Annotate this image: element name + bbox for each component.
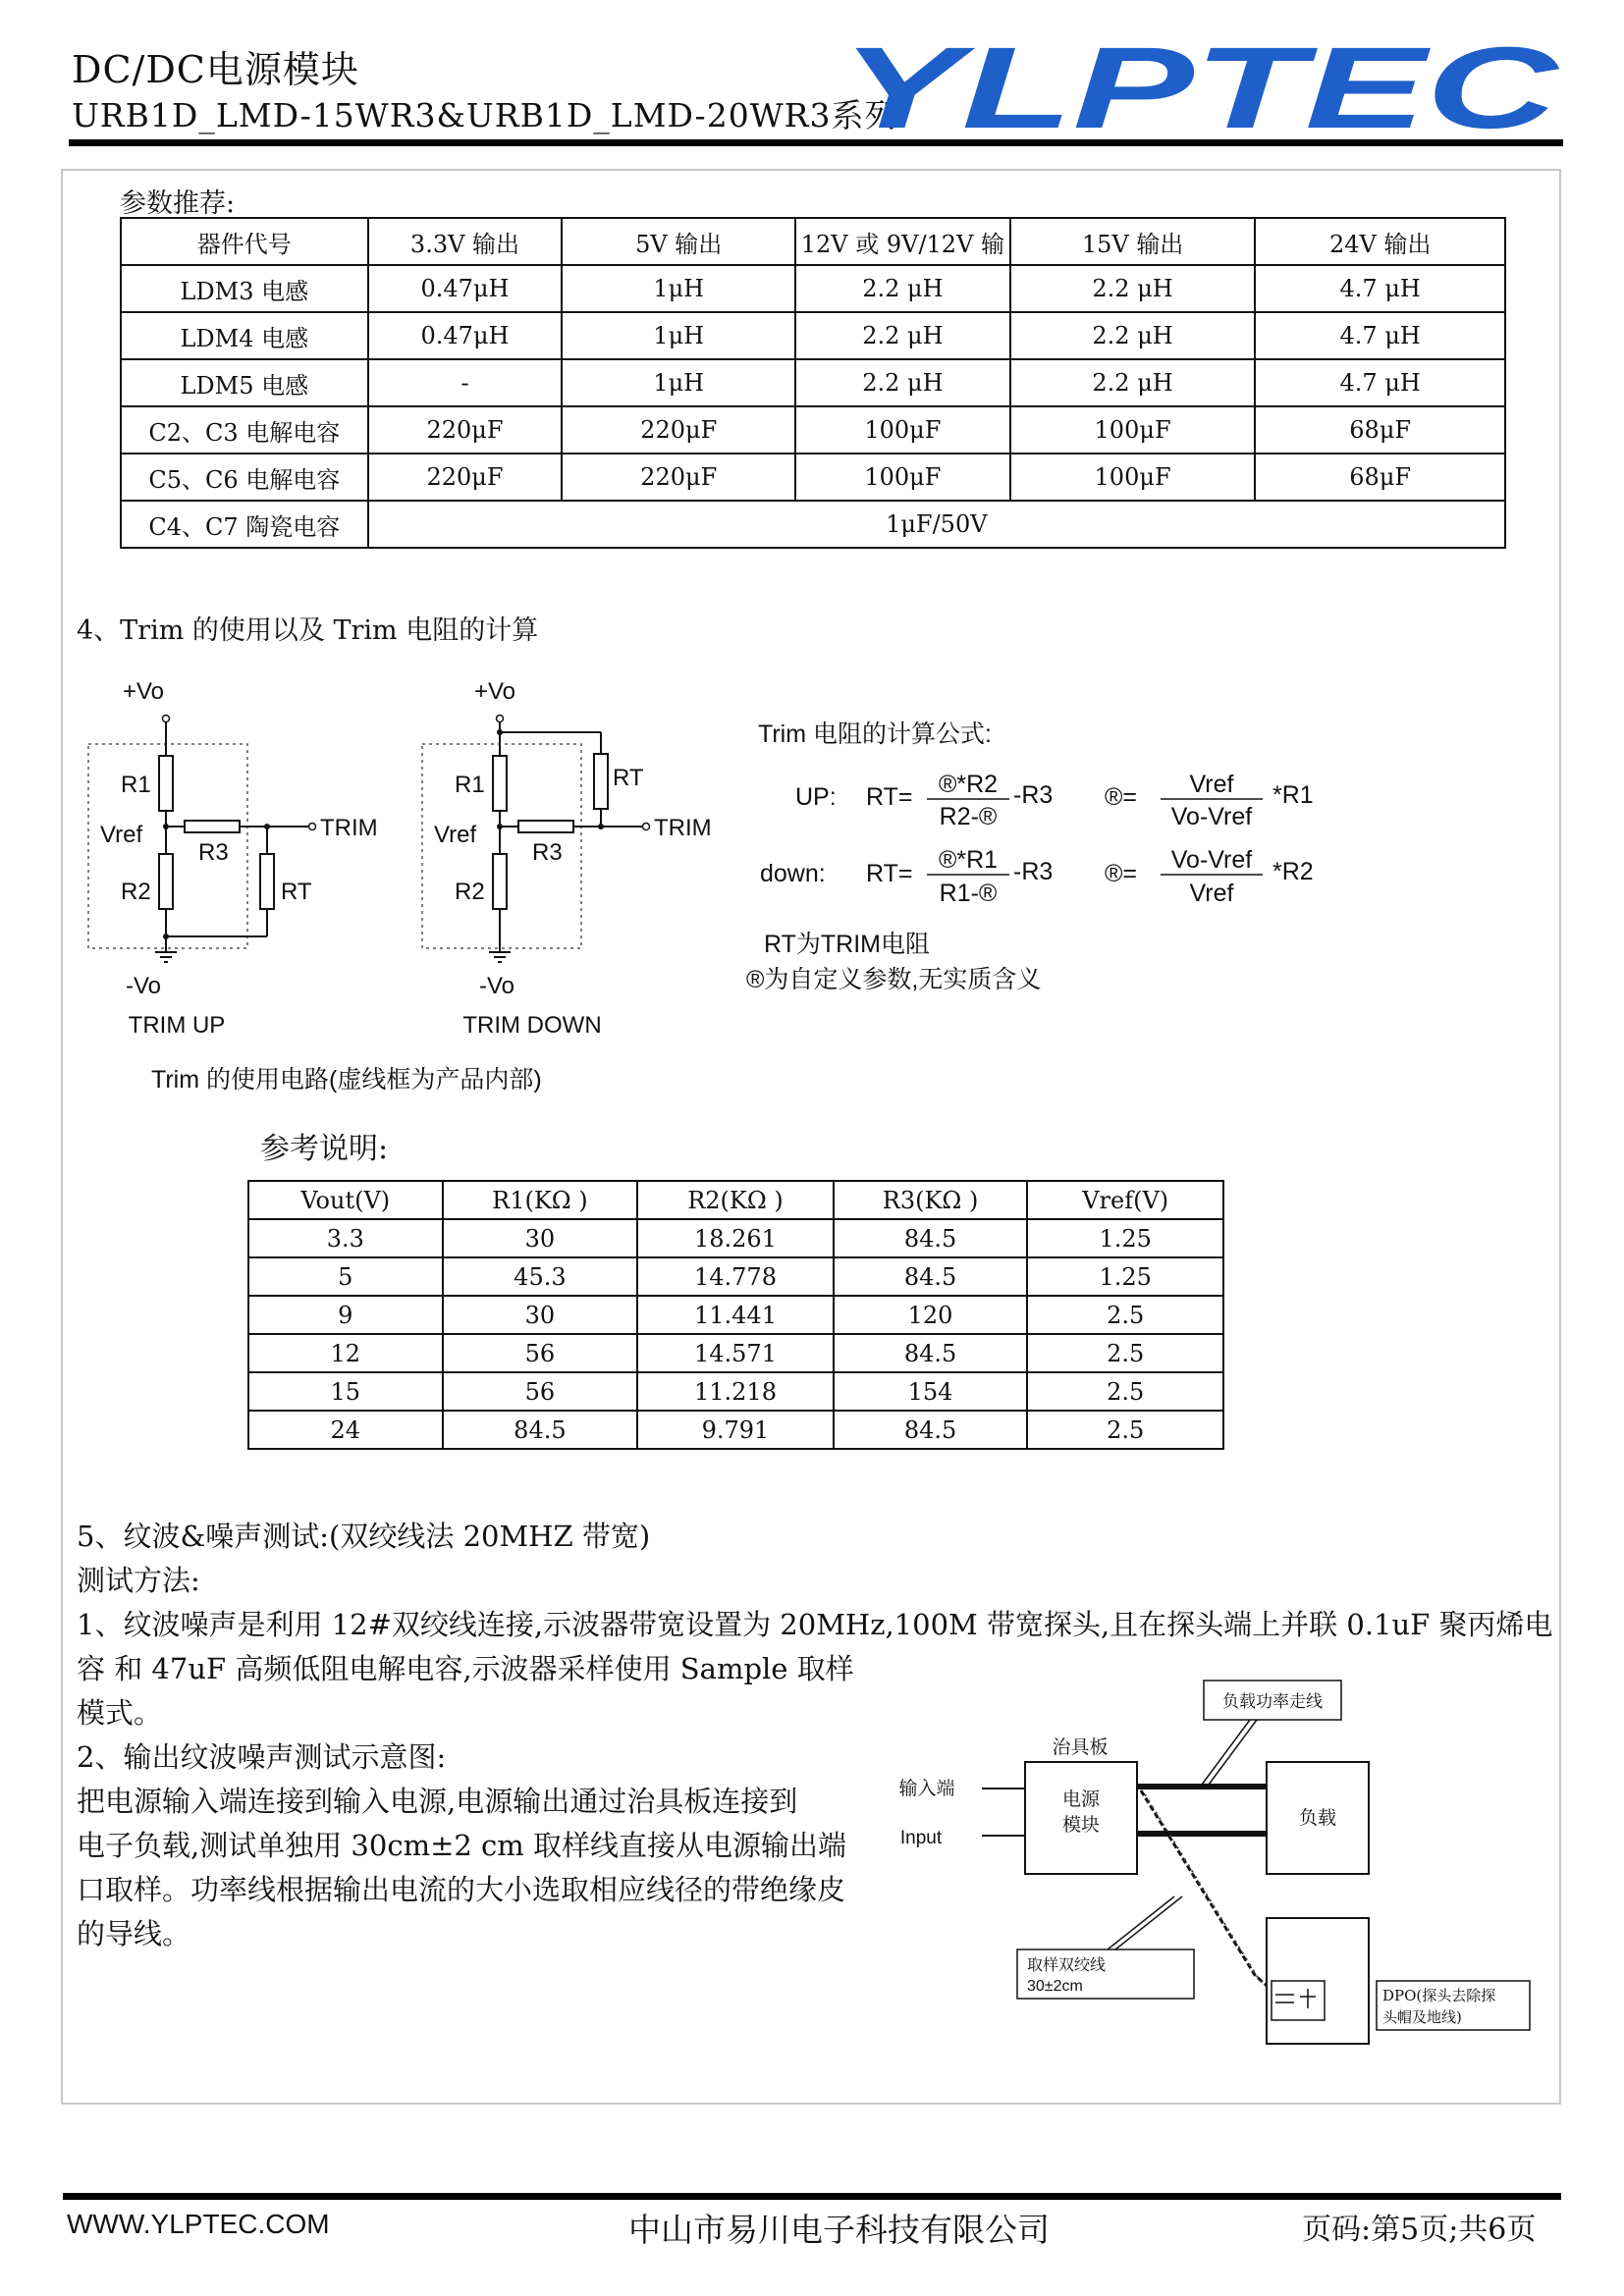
svg-text:®=: ®=: [1105, 783, 1138, 811]
params-cell: 2.2 μH: [1010, 359, 1256, 406]
para1-line2: 容 和 47uF 高频低阻电解电容,示波器采样使用 Sample 取样: [77, 1652, 854, 1685]
params-header-cell: 器件代号: [121, 218, 368, 265]
params-cell: C5、C6 电解电容: [121, 454, 368, 501]
ref-cell: 12: [248, 1334, 443, 1372]
params-cell: 100μF: [795, 406, 1010, 454]
doc-title: DC/DC电源模块: [72, 48, 359, 91]
svg-text:TRIM UP: TRIM UP: [128, 1012, 226, 1039]
svg-text:®*R1: ®*R1: [938, 846, 999, 874]
ref-header-cell: R1(KΩ ): [443, 1181, 638, 1219]
ref-row: [248, 1296, 1223, 1334]
svg-text:-Vo: -Vo: [478, 973, 515, 999]
ref-cell: 30: [443, 1219, 638, 1257]
ref-cell: 84.5: [834, 1257, 1028, 1296]
params-cell: 220μF: [368, 406, 563, 454]
footer-company: 中山市易川电子科技有限公司: [628, 2211, 1050, 2249]
ref-header-row: [248, 1181, 1223, 1219]
svg-text:UP:: UP:: [795, 783, 837, 811]
ref-cell: 18.261: [637, 1219, 834, 1257]
svg-text:R3: R3: [532, 839, 563, 866]
ref-cell: 2.5: [1027, 1296, 1223, 1334]
footer-website[interactable]: WWW.YLPTEC.COM: [67, 2209, 330, 2239]
ref-header-cell: R3(KΩ ): [834, 1181, 1028, 1219]
params-cell: LDM5 电感: [121, 359, 368, 406]
section4-heading: 4、Trim 的使用以及 Trim 电阻的计算: [77, 615, 539, 646]
svg-text:TRIM DOWN: TRIM DOWN: [462, 1012, 602, 1039]
params-row: [121, 454, 1505, 501]
svg-text:输入端: 输入端: [898, 1778, 955, 1799]
doc-subtitle: URB1D_LMD-15WR3&URB1D_LMD-20WR3系列: [72, 96, 898, 134]
params-header-cell: 3.3V 输出: [368, 218, 563, 265]
svg-text:负载: 负载: [1298, 1807, 1337, 1829]
ref-cell: 2.5: [1027, 1411, 1223, 1449]
ref-cell: 9: [248, 1296, 443, 1334]
svg-text:头帽及地线): 头帽及地线): [1382, 2008, 1462, 2026]
trim-up-circuit: [77, 667, 410, 1050]
svg-text:RT为TRIM电阻: RT为TRIM电阻: [764, 931, 930, 958]
params-cell: LDM4 电感: [121, 312, 368, 359]
company-logo: [837, 39, 1561, 133]
para1-line3: 模式。: [77, 1696, 163, 1730]
svg-text:®为自定义参数,无实质含义: ®为自定义参数,无实质含义: [746, 966, 1042, 993]
svg-text:Trim 电阻的计算公式:: Trim 电阻的计算公式:: [758, 721, 992, 748]
params-row: [121, 406, 1505, 454]
ref-cell: 14.571: [637, 1334, 834, 1372]
svg-text:-Vo: -Vo: [125, 973, 162, 999]
para1-line1: 1、纹波噪声是利用 12#双绞线连接,示波器带宽设置为 20MHz,100M 带宽探头,且在探头端上并联 0.1uF 聚丙烯电: [77, 1608, 1553, 1641]
params-cell: 4.7 μH: [1255, 312, 1505, 359]
ref-cell: 84.5: [834, 1334, 1028, 1372]
params-row: [121, 359, 1505, 406]
svg-text:®*R2: ®*R2: [938, 771, 999, 798]
para2-line: 口取样。功率线根据输出电流的大小选取相应线径的带绝缘皮: [77, 1873, 846, 1906]
params-header-row: [121, 218, 1505, 265]
ref-cell: 3.3: [248, 1219, 443, 1257]
svg-text:down:: down:: [760, 860, 826, 887]
ref-row: [248, 1411, 1223, 1449]
params-cell: 1μF/50V: [368, 501, 1505, 548]
ref-heading: 参考说明:: [260, 1132, 389, 1166]
svg-text:电源: 电源: [1061, 1789, 1101, 1810]
ref-cell: 14.778: [637, 1257, 834, 1296]
svg-text:*R2: *R2: [1272, 858, 1314, 885]
ref-cell: 5: [248, 1257, 443, 1296]
ref-cell: 24: [248, 1411, 443, 1449]
ref-cell: 84.5: [443, 1411, 638, 1449]
params-cell: C4、C7 陶瓷电容: [121, 501, 368, 548]
params-row: [121, 501, 1505, 548]
svg-text:R3: R3: [198, 839, 229, 866]
params-cell: 0.47μH: [368, 312, 563, 359]
params-cell: LDM3 电感: [121, 265, 368, 312]
ref-cell: 84.5: [834, 1219, 1028, 1257]
ref-header-cell: Vout(V): [248, 1181, 443, 1219]
svg-text:TRIM: TRIM: [654, 815, 712, 841]
ref-header-cell: Vref(V): [1027, 1181, 1223, 1219]
para2-line: 电子负载,测试单独用 30cm±2 cm 取样线直接从电源输出端: [77, 1829, 847, 1862]
ref-cell: 9.791: [637, 1411, 834, 1449]
params-cell: C2、C3 电解电容: [121, 406, 368, 454]
svg-text:RT: RT: [281, 879, 312, 905]
ref-cell: 15: [248, 1372, 443, 1411]
params-header-cell: 12V 或 9V/12V 输: [795, 218, 1010, 265]
para2-title: 2、输出纹波噪声测试示意图:: [77, 1740, 447, 1774]
circuit-caption: Trim 的使用电路(虚线框为产品内部): [151, 1066, 542, 1094]
ref-row: [248, 1372, 1223, 1411]
svg-text:*R1: *R1: [1272, 781, 1314, 809]
svg-text:TRIM: TRIM: [320, 815, 378, 841]
ref-cell: 84.5: [834, 1411, 1028, 1449]
ref-cell: 1.25: [1027, 1219, 1223, 1257]
svg-text:Input: Input: [899, 1828, 943, 1848]
test-method-label: 测试方法:: [77, 1564, 200, 1597]
svg-text:+Vo: +Vo: [122, 678, 165, 705]
svg-text:R2-®: R2-®: [939, 803, 998, 830]
ref-row: [248, 1334, 1223, 1372]
params-row: [121, 312, 1505, 359]
svg-text:负载功率走线: 负载功率走线: [1222, 1692, 1323, 1712]
svg-text:DPO(探头去除探: DPO(探头去除探: [1382, 1987, 1496, 2004]
params-header-cell: 24V 输出: [1255, 218, 1505, 265]
params-cell: 2.2 μH: [795, 359, 1010, 406]
svg-text:R2: R2: [121, 879, 151, 905]
ref-cell: 56: [443, 1372, 638, 1411]
ref-cell: 2.5: [1027, 1334, 1223, 1372]
svg-text:YLPTEC: YLPTEC: [840, 39, 1560, 133]
params-cell: 1μH: [562, 312, 795, 359]
svg-text:Vo-Vref: Vo-Vref: [1170, 803, 1253, 830]
ripple-test-diagram: [884, 1669, 1551, 2052]
params-cell: -: [368, 359, 563, 406]
svg-text:R1: R1: [121, 772, 151, 798]
ref-table: [247, 1180, 1224, 1450]
params-cell: 2.2 μH: [795, 265, 1010, 312]
params-cell: 0.47μH: [368, 265, 563, 312]
params-cell: 2.2 μH: [1010, 312, 1256, 359]
svg-text:R2: R2: [455, 879, 485, 905]
params-cell: 2.2 μH: [795, 312, 1010, 359]
params-cell: 1μH: [562, 265, 795, 312]
svg-text:R1-®: R1-®: [939, 880, 998, 907]
ref-header-cell: R2(KΩ ): [637, 1181, 834, 1219]
ref-row: [248, 1219, 1223, 1257]
ref-cell: 154: [834, 1372, 1028, 1411]
params-cell: 220μF: [368, 454, 563, 501]
section5-heading: 5、纹波&噪声测试:(双绞线法 20MHZ 带宽): [77, 1520, 651, 1553]
ref-cell: 30: [443, 1296, 638, 1334]
params-cell: 4.7 μH: [1255, 359, 1505, 406]
params-cell: 1μH: [562, 359, 795, 406]
params-cell: 100μF: [795, 454, 1010, 501]
params-row: [121, 265, 1505, 312]
para2-line: 把电源输入端连接到输入电源,电源输出通过治具板连接到: [77, 1785, 798, 1818]
ref-cell: 120: [834, 1296, 1028, 1334]
svg-text:+Vo: +Vo: [473, 678, 516, 705]
ref-cell: 2.5: [1027, 1372, 1223, 1411]
params-cell: 100μF: [1010, 406, 1256, 454]
params-cell: 4.7 μH: [1255, 265, 1505, 312]
svg-text:®=: ®=: [1105, 860, 1138, 887]
params-cell: 68μF: [1255, 454, 1505, 501]
trim-formulas: [746, 707, 1394, 1001]
ref-cell: 56: [443, 1334, 638, 1372]
params-heading: 参数推荐:: [120, 188, 236, 219]
header-rule: [69, 139, 1563, 146]
trim-down-circuit: [410, 667, 744, 1050]
svg-text:-R3: -R3: [1013, 858, 1054, 885]
ref-row: [248, 1257, 1223, 1296]
svg-text:RT=: RT=: [866, 783, 913, 811]
footer-page-number: 页码:第5页;共6页: [1302, 2213, 1537, 2247]
ref-cell: 1.25: [1027, 1257, 1223, 1296]
footer-rule: [63, 2193, 1561, 2200]
params-cell: 220μF: [562, 406, 795, 454]
svg-text:模块: 模块: [1061, 1814, 1101, 1836]
svg-text:Vref: Vref: [434, 822, 477, 848]
params-cell: 68μF: [1255, 406, 1505, 454]
svg-text:Vref: Vref: [100, 822, 143, 848]
svg-text:Vref: Vref: [1189, 880, 1234, 907]
params-cell: 220μF: [562, 454, 795, 501]
svg-text:Vo-Vref: Vo-Vref: [1170, 846, 1253, 874]
ref-cell: 11.441: [637, 1296, 834, 1334]
svg-text:R1: R1: [455, 772, 485, 798]
svg-text:RT=: RT=: [866, 860, 913, 887]
svg-text:RT: RT: [613, 765, 644, 791]
params-header-cell: 15V 输出: [1010, 218, 1256, 265]
params-cell: 2.2 μH: [1010, 265, 1256, 312]
params-table: [120, 217, 1506, 549]
para2-line: 的导线。: [77, 1917, 191, 1950]
svg-text:30±2cm: 30±2cm: [1027, 1978, 1083, 1995]
svg-text:治具板: 治具板: [1052, 1736, 1109, 1758]
svg-text:-R3: -R3: [1013, 781, 1054, 809]
ref-cell: 11.218: [637, 1372, 834, 1411]
params-cell: 100μF: [1010, 454, 1256, 501]
params-header-cell: 5V 输出: [562, 218, 795, 265]
svg-text:Vref: Vref: [1189, 771, 1234, 798]
svg-text:取样双绞线: 取样双绞线: [1027, 1955, 1107, 1974]
ref-cell: 45.3: [443, 1257, 638, 1296]
